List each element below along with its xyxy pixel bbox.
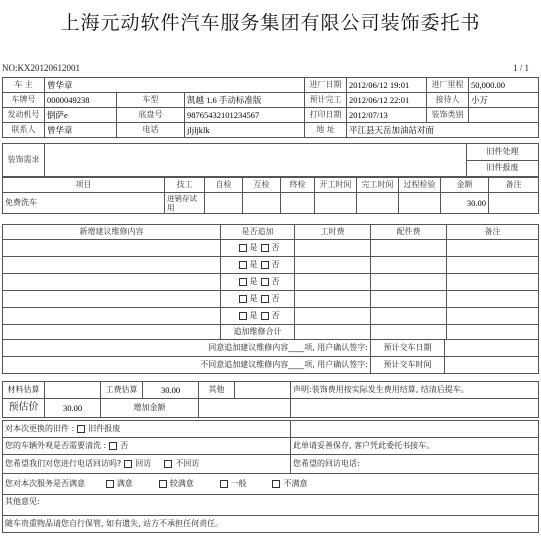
mileage-label: 进厂里程 <box>427 78 469 93</box>
sat4-label: 不满意 <box>283 479 308 488</box>
contact-label: 联系人 <box>3 123 45 138</box>
col-mutual-check: 互检 <box>243 178 281 193</box>
deliver-time-value[interactable] <box>445 357 539 374</box>
replace-parts-row <box>3 421 291 438</box>
col-final-check: 终检 <box>281 178 315 193</box>
sat2-checkbox[interactable] <box>159 480 167 488</box>
engine-value: 倒萨e <box>45 108 117 123</box>
document-number: NO:KX20120612001 <box>2 63 80 73</box>
yes-label: 是 <box>249 260 258 269</box>
satisfaction-question: 您对本次服务是否满意 <box>5 479 85 488</box>
callback-yes-checkbox[interactable] <box>124 460 132 468</box>
yes-checkbox[interactable] <box>239 312 247 320</box>
no-checkbox[interactable] <box>261 295 269 303</box>
decor-type-value <box>469 108 539 123</box>
suggest-row <box>3 240 539 257</box>
no-checkbox[interactable] <box>261 278 269 286</box>
yes-label: 是 <box>249 311 258 320</box>
no-checkbox[interactable] <box>261 312 269 320</box>
sat1-checkbox[interactable] <box>106 480 114 488</box>
no-label: 否 <box>271 294 280 303</box>
estimate-section <box>2 381 539 418</box>
est-done-value: 2012/06/12 22:01 <box>347 93 427 108</box>
satisfaction-row <box>3 474 539 495</box>
col-remark: 备注 <box>489 178 539 193</box>
in-date-value: 2012/06/12 19:01 <box>347 78 427 93</box>
phone-value: jljljklk <box>185 123 305 138</box>
owner-value: 曾华章 <box>45 78 305 93</box>
yes-label: 是 <box>249 294 258 303</box>
no-label: 否 <box>271 243 280 252</box>
appearance-checkbox[interactable] <box>109 442 117 450</box>
items-table <box>2 177 539 214</box>
mileage-value: 50,000.00 <box>469 78 539 93</box>
disagree-confirm: 不同意追加建议维修内容____项, 用户确认签字: <box>3 357 371 374</box>
deliver-time-label: 预计交车时间 <box>371 357 445 374</box>
needs-content[interactable] <box>45 144 467 177</box>
deliver-date-value[interactable] <box>445 340 539 357</box>
add-amount-label: 增加金额 <box>101 399 199 418</box>
old-scrap-checkbox[interactable] <box>77 425 85 433</box>
sat4-checkbox[interactable] <box>272 480 280 488</box>
callback-question: 您希望我们对您进行电话回访吗? <box>5 459 122 468</box>
callback-yes-label: 回访 <box>135 459 152 468</box>
chassis-value: 98765432101234567 <box>185 108 305 123</box>
footer-note: 随车贵重物品请您自行保管, 如有遗失, 站方不承担任何责任。 <box>3 516 539 533</box>
col-suggest-content: 新增建议维修内容 <box>3 225 221 240</box>
sat2-label: 较满意 <box>169 479 194 488</box>
labor-label: 工费估算 <box>101 382 143 399</box>
est-done-label: 预计完工 <box>305 93 347 108</box>
material-value[interactable] <box>45 382 101 399</box>
info-table <box>2 77 539 138</box>
other-opinion[interactable]: 其他意见: <box>3 495 539 516</box>
agree-confirm: 同意追加建议维修内容____项, 用户确认签字: <box>3 340 371 357</box>
settlement-note: 声明:装饰费用按实际发生费用结算, 结清后提车。 <box>291 382 539 399</box>
added-total-label: 追加维修合计 <box>221 325 295 340</box>
callback-no-checkbox[interactable] <box>164 460 172 468</box>
other-value[interactable] <box>235 382 291 399</box>
plate-label: 车牌号 <box>3 93 45 108</box>
engine-label: 发动机号 <box>3 108 45 123</box>
col-start-time: 开工时间 <box>315 178 357 193</box>
yes-label: 是 <box>249 277 258 286</box>
in-date-label: 进厂日期 <box>305 78 347 93</box>
callback-phone-label: 您希望的回访电话: <box>291 455 539 474</box>
suggest-row <box>3 291 539 308</box>
no-checkbox[interactable] <box>261 244 269 252</box>
old-parts-scrap-label: 旧件报废 <box>467 160 539 177</box>
sat3-label: 一般 <box>230 479 247 488</box>
callback-row <box>3 455 291 474</box>
col-amount: 金额 <box>441 178 489 193</box>
model-value: 凯越 1.6 手动标准版 <box>185 93 305 108</box>
suggest-row <box>3 257 539 274</box>
no-checkbox[interactable] <box>261 261 269 269</box>
receiver-label: 接待人 <box>427 93 469 108</box>
print-date-value: 2012/07/13 <box>347 108 427 123</box>
col-suggest-remark: 备注 <box>447 225 539 240</box>
no-label: 否 <box>271 277 280 286</box>
callback-no-label: 不回访 <box>175 459 200 468</box>
bottom-section <box>2 420 539 533</box>
chassis-label: 底盘号 <box>117 108 185 123</box>
owner-label: 车 主 <box>3 78 45 93</box>
appearance-label: 您的车辆外观是否需要清洗 : <box>5 441 107 450</box>
keep-note: 此单请妥善保存, 客户凭此委托书接车。 <box>291 438 539 455</box>
sat1-label: 满意 <box>116 479 133 488</box>
suggest-row <box>3 308 539 325</box>
appearance-value: 否 <box>120 441 129 450</box>
old-scrap-label: 旧件报废 <box>88 424 121 433</box>
suggest-row <box>3 274 539 291</box>
col-end-time: 完工时间 <box>357 178 399 193</box>
contact-value: 曾华章 <box>45 123 117 138</box>
item-extra: 进销存试用 <box>167 194 197 212</box>
col-self-check: 自检 <box>205 178 243 193</box>
address-value: 平江县天岳加油站对面 <box>347 123 539 138</box>
appearance-row <box>3 438 291 455</box>
labor-value: 30.00 <box>143 382 199 399</box>
yes-checkbox[interactable] <box>239 244 247 252</box>
item-amount: 30.00 <box>441 193 489 214</box>
address-label: 地 址 <box>305 123 347 138</box>
item-name: 免费洗车 <box>3 193 165 214</box>
col-is-added: 是否追加 <box>221 225 295 240</box>
needs-section <box>2 143 539 177</box>
estimate-label: 预估价 <box>3 399 45 418</box>
no-label: 否 <box>271 311 280 320</box>
col-item: 项目 <box>3 178 165 193</box>
model-label: 车型 <box>117 93 185 108</box>
col-labor-fee: 工时费 <box>295 225 371 240</box>
add-amount-value[interactable] <box>199 399 291 418</box>
receiver-value: 小万 <box>469 93 539 108</box>
table-row <box>3 193 539 214</box>
yes-checkbox[interactable] <box>239 261 247 269</box>
estimate-value: 30.00 <box>45 399 101 418</box>
print-date-label: 打印日期 <box>305 108 347 123</box>
page-indicator: 1 / 1 <box>512 63 529 73</box>
yes-checkbox[interactable] <box>239 295 247 303</box>
col-parts-fee: 配件费 <box>371 225 447 240</box>
suggest-table <box>2 224 539 374</box>
yes-label: 是 <box>249 243 258 252</box>
replace-parts-label: 对本次更换的旧件 : <box>5 424 75 433</box>
col-tech: 技工 <box>165 178 205 193</box>
yes-checkbox[interactable] <box>239 278 247 286</box>
no-label: 否 <box>271 260 280 269</box>
col-process-check: 过程检验 <box>399 178 441 193</box>
decor-type-label: 装饰类别 <box>427 108 469 123</box>
sat3-checkbox[interactable] <box>220 480 228 488</box>
phone-label: 电话 <box>117 123 185 138</box>
plate-value: 0000049238 <box>45 93 117 108</box>
document-title: 上海元动软件汽车服务集团有限公司装饰委托书 <box>60 12 481 34</box>
old-parts-label: 旧件处理 <box>467 144 539 161</box>
needs-label: 装饰需求 <box>3 144 45 177</box>
other-label: 其他 <box>199 382 235 399</box>
item-tech <box>165 193 205 214</box>
deliver-date-label: 预计交车日期 <box>371 340 445 357</box>
material-label: 材料估算 <box>3 382 45 399</box>
